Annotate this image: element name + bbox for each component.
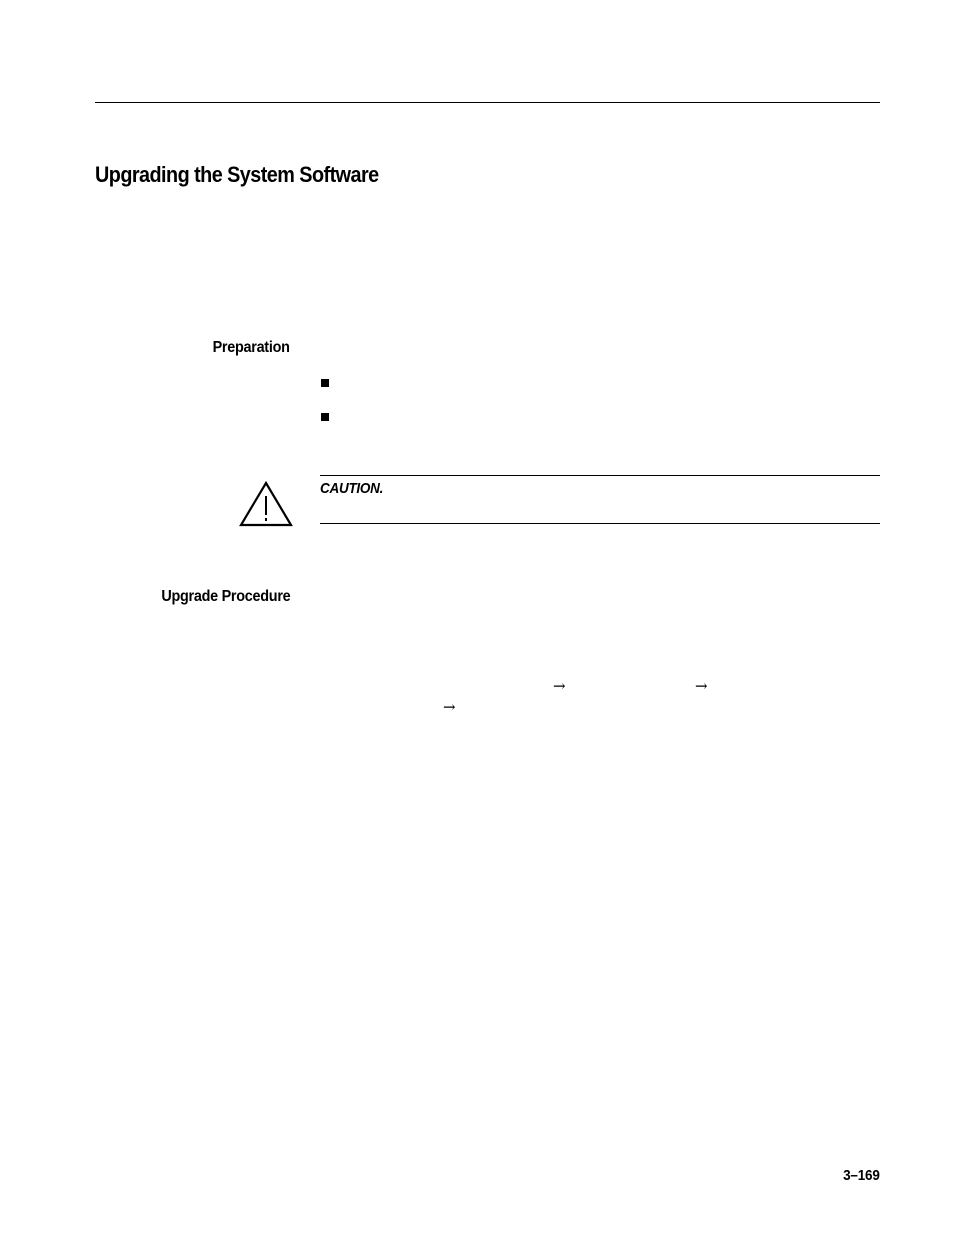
preparation-heading: Preparation <box>212 339 290 356</box>
menu-path-arrow-icon: → <box>553 677 566 695</box>
page-number: 3–169 <box>843 1167 880 1184</box>
upgrade-procedure-heading: Upgrade Procedure <box>160 588 290 605</box>
section-title: Upgrading the System Software <box>95 162 379 187</box>
caution-label: CAUTION. <box>320 480 384 497</box>
warning-triangle-icon <box>239 481 293 527</box>
header-rule <box>95 102 880 103</box>
menu-path-arrow-icon: → <box>695 677 708 695</box>
bullet-square-icon <box>321 379 329 387</box>
caution-top-rule <box>320 475 880 476</box>
bullet-square-icon <box>321 413 329 421</box>
menu-path-arrow-icon: → <box>443 698 456 716</box>
caution-bottom-rule <box>320 523 880 524</box>
